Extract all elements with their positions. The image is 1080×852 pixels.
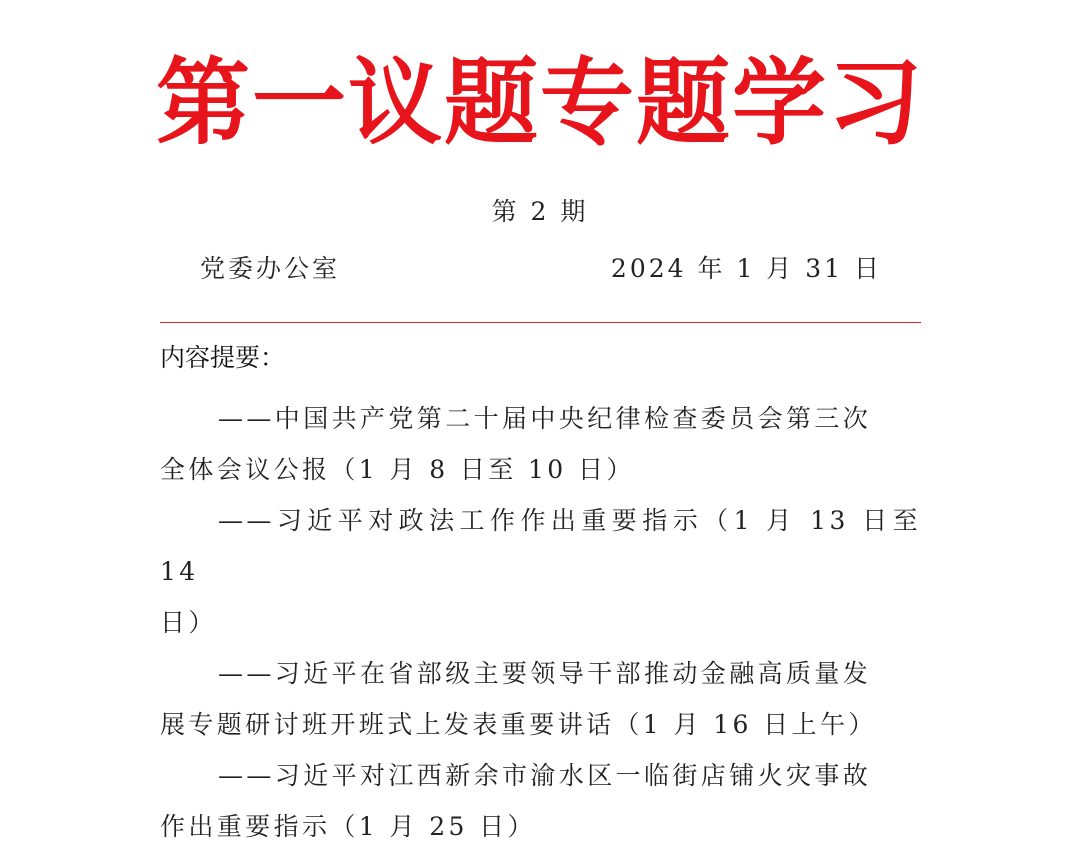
summary-heading: 内容提要： [160,343,286,372]
summary-item-line: ——习近平在省部级主要领导干部推动金融高质量发 [218,659,872,688]
issuing-office: 党委办公室 [200,254,341,283]
summary-item [160,495,921,648]
summary-item-line: 全体会议公报（1 月 8 日至 10 日） [160,455,635,484]
red-divider [160,322,921,323]
issue-number: 第 2 期 [491,197,589,226]
summary-item-line: 日） [160,608,217,637]
issue-date: 2024 年 1 月 31 日 [610,254,882,283]
summary-item-line: 展专题研讨班开班式上发表重要讲话（1 月 16 日上午） [160,710,877,739]
summary-item-line: ——习近平对政法工作作出重要指示（1 月 13 日至 14 [160,506,921,586]
summary-item-line: ——中国共产党第二十届中央纪律检查委员会第三次 [218,404,872,433]
summary-item-line: 作出重要指示（1 月 25 日） [160,812,536,841]
summary-item [160,393,921,495]
summary-item [160,648,921,750]
summary-list [160,393,921,852]
summary-item [160,750,921,852]
summary-item-line: ——习近平对江西新余市渝水区一临街店铺火灾事故 [218,761,872,790]
masthead-title: 第一议题专题学习 [155,48,924,158]
